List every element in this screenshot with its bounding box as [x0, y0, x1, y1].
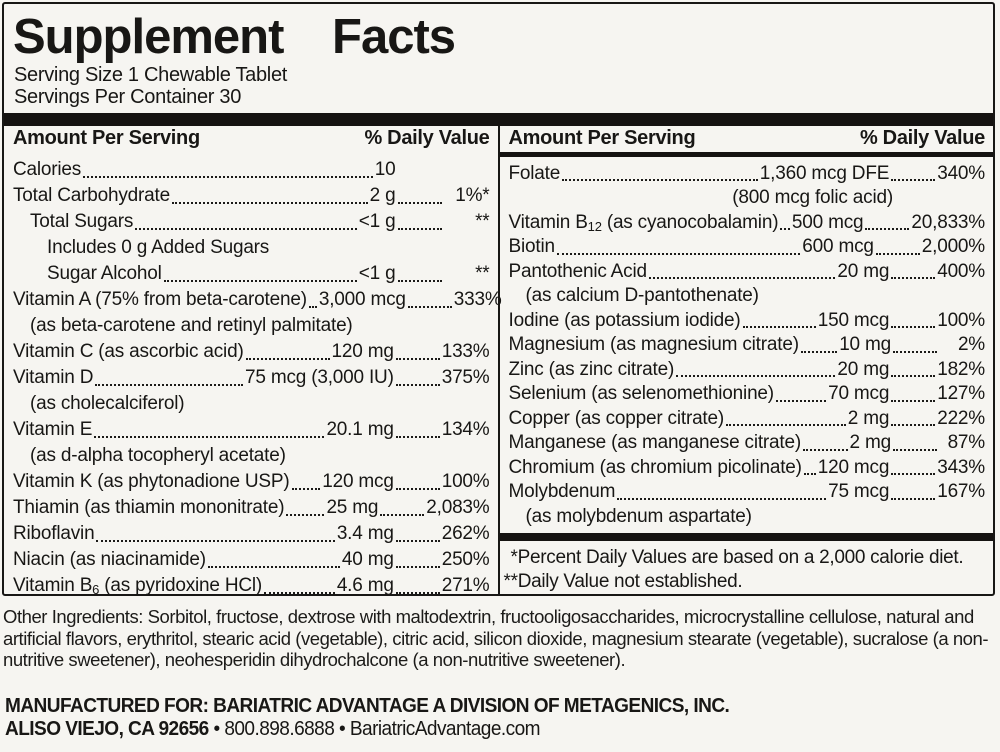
column-right-rows [500, 157, 994, 530]
row-vitamin-e [13, 417, 490, 443]
dot-leader [891, 326, 935, 328]
nutrient-name: Chromium (as chromium picolinate) [508, 456, 802, 478]
dot-leader [396, 384, 440, 386]
nutrient-name: Total Carbohydrate [13, 185, 170, 206]
header-bar-thick [4, 113, 993, 126]
dot-leader [396, 358, 440, 360]
row-thiamin [13, 495, 490, 521]
dot-leader [396, 436, 440, 438]
row-selenium [509, 382, 986, 407]
nutrient-name: Pantothenic Acid [508, 260, 647, 282]
address-text: ALISO VIEJO, CA 92656 [5, 717, 209, 740]
dot-leader [726, 424, 846, 426]
nutrient-dv: 222% [937, 407, 985, 429]
row-biotin [509, 235, 986, 260]
nutrient-columns [4, 126, 993, 597]
nutrient-dv: 100% [441, 471, 490, 492]
dot-leader [617, 498, 826, 500]
dot-leader [891, 400, 935, 402]
nutrient-name: Calories [13, 159, 82, 180]
nutrient-amount: 600 mcg [802, 236, 874, 258]
nutrient-amount: 10 [374, 159, 396, 180]
nutrient-dv: 340% [937, 162, 985, 184]
row-calories [13, 157, 490, 183]
row-zinc [509, 358, 986, 383]
nutrient-dv: 20,833% [911, 211, 985, 233]
row-vitamin-b6 [13, 573, 490, 599]
other-ingredients: Other Ingredients: Sorbitol, fructose, dextrose with maltodextrin, fructooligosaccharides, microcrystalline cellulose, natural and artificial flavors, erythritol, stearic acid (vegetable), citric acid, silicon dioxide, magnesium stearate (vegetable), sucralose (a non-nutritive sweetener), neohesperidin dihydrochalcone (a non-nutritive sweetener). [3, 606, 989, 670]
row-niacin [13, 547, 490, 573]
nutrient-source-note: (as d-alpha tocopheryl acetate) [30, 445, 286, 466]
dot-leader [865, 228, 909, 230]
row-vitamin-a [13, 287, 502, 313]
nutrient-amount: 1,360 mcg DFE [759, 162, 890, 184]
nutrient-name: Magnesium (as magnesium citrate) [508, 334, 799, 356]
daily-value-label: % Daily Value [859, 127, 985, 149]
nutrient-name: Copper (as copper citrate) [508, 407, 725, 429]
contact-text: • 800.898.6888 • BariatricAdvantage.com [208, 717, 540, 740]
row-iodine [509, 309, 986, 334]
nutrient-amount: 10 mg [839, 334, 891, 356]
dot-leader [776, 400, 826, 402]
dot-leader [396, 566, 440, 568]
nutrient-amount: 120 mcg [322, 471, 394, 492]
dot-leader [309, 306, 317, 308]
dot-leader [172, 202, 368, 204]
dot-leader [557, 253, 800, 255]
nutrient-amount: 25 mg [326, 497, 379, 518]
nutrient-dv: 133% [441, 341, 490, 362]
dot-leader [396, 540, 440, 542]
nutrient-name: Vitamin A (75% from beta-carotene) [13, 289, 307, 310]
dot-leader [780, 228, 790, 230]
dot-leader [891, 179, 935, 181]
dot-leader [264, 592, 335, 594]
dot-leader [801, 351, 837, 353]
dot-leader [803, 449, 848, 451]
nutrient-amount: <1 g [358, 211, 396, 232]
panel-title: Supplement Facts [13, 10, 456, 64]
column-right [498, 126, 994, 594]
nutrient-name: Selenium (as selenomethionine) [508, 383, 774, 405]
nutrient-dv: 127% [937, 383, 985, 405]
column-left-header [4, 126, 498, 152]
dot-leader [876, 253, 920, 255]
nutrient-source-note: (as beta-carotene and retinyl palmitate) [30, 315, 353, 336]
nutrient-name: Total Sugars [30, 211, 134, 232]
row-sugar-alcohol [13, 261, 490, 287]
nutrient-amount: 3.4 mg [336, 523, 394, 544]
nutrient-amount: 150 mcg [817, 309, 890, 331]
row-total-sugars [13, 209, 490, 235]
nutrient-amount: 20 mg [837, 358, 890, 380]
dot-leader [649, 277, 836, 279]
dot-leader [135, 228, 357, 230]
nutrient-dv: 343% [937, 456, 985, 478]
nutrient-dv: 250% [441, 549, 490, 570]
row-pantothenic-acid [509, 260, 986, 285]
manufactured-for-line: MANUFACTURED FOR: BARIATRIC ADVANTAGE A DIVISION OF METAGENICS, INC. [5, 694, 730, 717]
nutrient-dv: ** [475, 211, 490, 232]
nutrient-dv: 100% [937, 309, 985, 331]
dot-leader [891, 277, 935, 279]
dot-leader [398, 228, 442, 230]
nutrient-amount: 20.1 mg [326, 419, 394, 440]
nutrient-amount: 75 mcg [828, 481, 890, 503]
dot-leader [676, 375, 835, 377]
dot-leader [95, 384, 243, 386]
dot-leader [562, 179, 758, 181]
dot-leader [292, 488, 321, 490]
nutrient-dv: 271% [441, 575, 490, 596]
address-line [5, 717, 929, 740]
nutrient-amount: 2 mg [847, 407, 890, 429]
daily-value-label: % Daily Value [364, 127, 490, 149]
dot-leader [891, 473, 935, 475]
row-vitamin-c [13, 339, 490, 365]
nutrient-dv: 1%* [455, 185, 490, 206]
nutrient-dv: 400% [937, 260, 985, 282]
nutrient-name: Vitamin D [13, 367, 94, 388]
nutrient-dv: 333% [453, 289, 502, 310]
dot-leader [891, 375, 935, 377]
dot-leader [208, 566, 340, 568]
dot-leader [804, 473, 816, 475]
dot-leader [83, 176, 373, 178]
dot-leader [893, 351, 937, 353]
nutrient-name: Biotin [508, 236, 555, 258]
row-vitamin-b12 [509, 211, 986, 236]
nutrient-amount: 4.6 mg [336, 575, 394, 596]
dot-leader [396, 592, 440, 594]
nutrient-amount: 120 mcg [817, 456, 890, 478]
nutrient-source-note: (as calcium D-pantothenate) [525, 285, 759, 307]
dot-leader [398, 280, 442, 282]
row-folate [509, 162, 986, 187]
nutrient-dv: 2% [957, 334, 985, 356]
nutrient-amount: 40 mg [341, 549, 394, 570]
nutrient-name: Riboflavin [13, 523, 95, 544]
nutrient-dv: 375% [441, 367, 490, 388]
nutrient-name: Molybdenum [508, 481, 616, 503]
nutrient-dv: 167% [937, 481, 985, 503]
serving-size: Serving Size 1 Chewable Tablet [14, 64, 288, 86]
nutrient-dv: 87% [947, 432, 985, 454]
row-magnesium [509, 333, 986, 358]
footnote-dv-not-established: **Daily Value not established. [503, 571, 743, 592]
supplement-facts-panel [2, 2, 995, 596]
nutrient-name: Niacin (as niacinamide) [13, 549, 206, 570]
footnote-percent-dv: *Percent Daily Values are based on a 2,000 calorie diet. [510, 547, 964, 568]
column-right-header [500, 126, 994, 152]
dot-leader [891, 498, 935, 500]
nutrient-name: Zinc (as zinc citrate) [508, 358, 675, 380]
dot-leader [380, 514, 424, 516]
nutrient-dv: ** [475, 263, 490, 284]
footnote-bar [500, 533, 994, 541]
dot-leader [891, 424, 935, 426]
nutrient-amount: 20 mg [837, 260, 890, 282]
row-chromium [509, 456, 986, 481]
nutrient-name: Vitamin B12 (as cyanocobalamin) [508, 211, 779, 234]
nutrient-name: Vitamin E [13, 419, 93, 440]
nutrient-name: Vitamin K (as phytonadione USP) [13, 471, 290, 492]
dot-leader [94, 436, 324, 438]
footnotes [500, 546, 994, 594]
nutrient-amount: 2 g [369, 185, 396, 206]
nutrient-amount: 2 mg [849, 432, 891, 454]
amount-per-serving-label: Amount Per Serving [13, 127, 200, 149]
nutrient-name: Vitamin C (as ascorbic acid) [13, 341, 244, 362]
nutrient-amount: 70 mcg [828, 383, 890, 405]
nutrient-amount: <1 g [358, 263, 396, 284]
subscript: 12 [587, 218, 602, 234]
nutrient-dv: 182% [937, 358, 985, 380]
dot-leader [398, 202, 442, 204]
row-molybdenum [509, 480, 986, 505]
dot-leader [246, 358, 330, 360]
row-copper [509, 407, 986, 432]
servings-per-container: Servings Per Container 30 [14, 86, 242, 108]
row-manganese [509, 431, 986, 456]
nutrient-name: Folate [508, 162, 561, 184]
manufacturer-footer [5, 695, 929, 740]
column-left [4, 126, 502, 597]
nutrient-amount: 75 mcg (3,000 IU) [245, 367, 394, 388]
nutrient-amount: 120 mg [331, 341, 394, 362]
dot-leader [286, 514, 324, 516]
subscript: 6 [92, 582, 100, 597]
nutrient-name: Vitamin B6 (as pyridoxine HCl) [13, 575, 263, 597]
dot-leader [408, 306, 452, 308]
nutrient-dv: 2,083% [426, 497, 490, 518]
dot-leader [96, 540, 334, 542]
nutrient-name: Includes 0 g Added Sugars [47, 237, 270, 258]
nutrient-name: Thiamin (as thiamin mononitrate) [13, 497, 285, 518]
nutrient-name: Sugar Alcohol [47, 263, 162, 284]
dot-leader [396, 488, 440, 490]
row-vitamin-k [13, 469, 490, 495]
nutrient-name: Iodine (as potassium iodide) [508, 309, 741, 331]
row-vitamin-d [13, 365, 490, 391]
row-added-sugars [13, 235, 490, 261]
nutrient-dv: 262% [441, 523, 490, 544]
nutrient-source-note: (as cholecalciferol) [30, 393, 185, 414]
dot-leader [893, 449, 937, 451]
row-total-carbohydrate [13, 183, 490, 209]
row-riboflavin [13, 521, 490, 547]
dot-leader [743, 326, 816, 328]
nutrient-amount: 3,000 mcg [318, 289, 406, 310]
nutrient-dv: 2,000% [921, 236, 985, 258]
column-left-rows [4, 152, 502, 599]
nutrient-amount: 500 mcg [791, 211, 864, 233]
dot-leader [164, 280, 357, 282]
nutrient-name: Manganese (as manganese citrate) [508, 432, 801, 454]
nutrient-source-note: (as molybdenum aspartate) [525, 505, 752, 527]
amount-per-serving-label: Amount Per Serving [508, 127, 696, 149]
nutrient-source-note: (800 mcg folic acid) [732, 187, 893, 209]
nutrient-dv: 134% [441, 419, 490, 440]
